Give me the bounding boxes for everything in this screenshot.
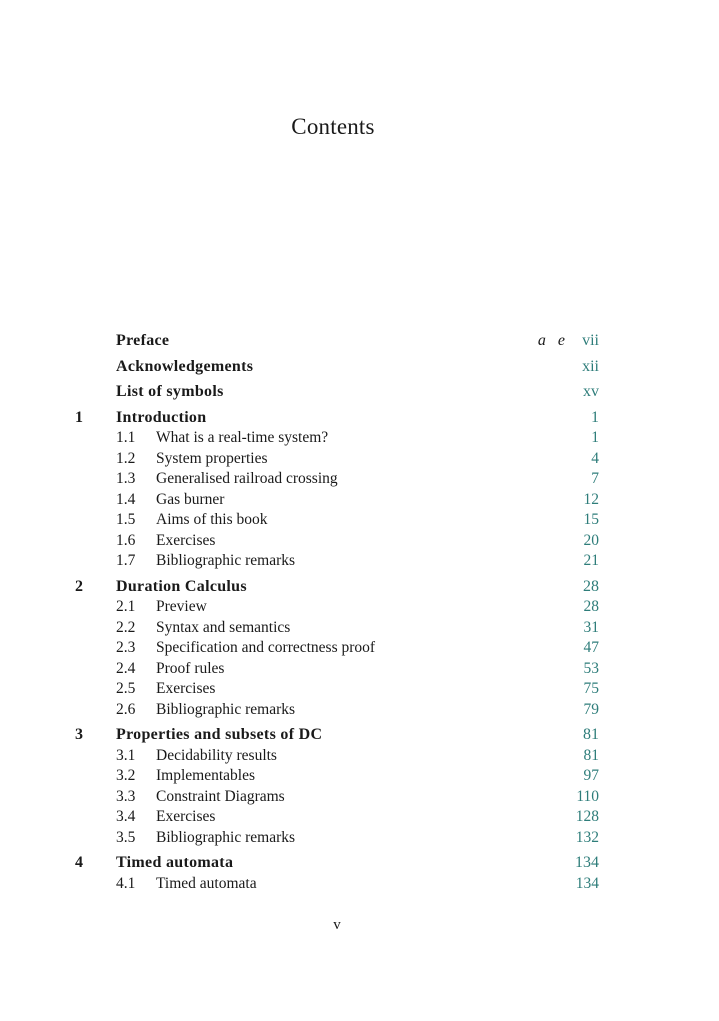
page-link[interactable]: 7 xyxy=(591,470,599,487)
page-link[interactable]: xv xyxy=(583,383,599,400)
toc-section-entry[interactable] xyxy=(75,807,599,828)
chapter-title: Duration Calculus xyxy=(116,577,247,595)
page-link[interactable]: 79 xyxy=(583,700,599,718)
page-link[interactable]: 12 xyxy=(583,490,599,508)
section-number: 1.6 xyxy=(116,531,136,549)
toc-section-entry[interactable] xyxy=(75,787,599,808)
page-link[interactable]: 81 xyxy=(583,746,599,764)
toc-section-entry[interactable] xyxy=(75,531,599,552)
page-link[interactable]: xii xyxy=(582,357,599,375)
section-number: 4.1 xyxy=(116,874,136,892)
page-link[interactable]: 1 xyxy=(591,408,599,426)
section-number: 1.3 xyxy=(116,470,136,487)
page-link[interactable]: 15 xyxy=(583,511,599,528)
toc-chapter-entry[interactable] xyxy=(75,725,599,746)
page-link[interactable]: 53 xyxy=(583,659,599,677)
toc-section-entry[interactable] xyxy=(75,510,599,531)
table-of-contents xyxy=(75,331,599,894)
toc-chapter-entry[interactable] xyxy=(75,853,599,874)
page-link[interactable]: 128 xyxy=(575,808,599,825)
page-link[interactable]: 28 xyxy=(583,598,599,615)
section-title: Decidability results xyxy=(156,746,277,764)
section-title: Generalised railroad crossing xyxy=(156,470,338,487)
section-number: 3.5 xyxy=(116,828,136,846)
page-link[interactable]: 1 xyxy=(591,429,599,446)
section-number: 3.4 xyxy=(116,808,136,825)
section-title: Timed automata xyxy=(156,874,257,892)
page-link[interactable]: 4 xyxy=(591,449,599,467)
toc-section-entry[interactable] xyxy=(75,469,599,490)
toc-front-matter-entry[interactable] xyxy=(75,382,599,403)
page-link[interactable]: vii xyxy=(582,332,599,349)
toc-front-matter-entry[interactable] xyxy=(75,331,599,352)
toc-section-entry[interactable] xyxy=(75,638,599,659)
section-title: Implementables xyxy=(156,767,255,784)
toc-section-entry[interactable] xyxy=(75,700,599,721)
chapter-number: 1 xyxy=(75,408,84,426)
section-number: 2.3 xyxy=(116,639,136,656)
section-title: Syntax and semantics xyxy=(156,618,291,636)
section-title: Gas burner xyxy=(156,490,225,508)
section-title: Constraint Diagrams xyxy=(156,787,285,805)
section-title: Proof rules xyxy=(156,659,225,677)
page-link[interactable]: 134 xyxy=(575,874,599,892)
page-number: v xyxy=(333,917,341,933)
section-number: 2.2 xyxy=(116,618,136,636)
section-number: 2.1 xyxy=(116,598,136,615)
page-link[interactable]: 28 xyxy=(583,577,599,595)
section-title: Preview xyxy=(156,598,207,615)
section-title: Specification and correctness proof xyxy=(156,639,376,656)
section-title: System properties xyxy=(156,449,268,467)
toc-section-entry[interactable] xyxy=(75,428,599,449)
toc-chapter-entry[interactable] xyxy=(75,408,599,429)
section-title: Bibliographic remarks xyxy=(156,552,296,569)
chapter-title: Timed automata xyxy=(116,854,234,871)
toc-section-entry[interactable] xyxy=(75,679,599,700)
toc-section-entry[interactable] xyxy=(75,828,599,849)
section-title: Bibliographic remarks xyxy=(156,828,296,846)
section-number: 3.1 xyxy=(116,746,136,764)
entry-title: Acknowledgements xyxy=(116,357,254,375)
page-link[interactable]: 47 xyxy=(583,639,599,656)
page-link[interactable]: 81 xyxy=(583,726,599,743)
section-number: 1.5 xyxy=(116,511,136,528)
section-title: Exercises xyxy=(156,808,216,825)
chapter-number: 2 xyxy=(75,577,84,595)
toc-section-entry[interactable] xyxy=(75,551,599,572)
toc-section-entry[interactable] xyxy=(75,874,599,895)
section-title: Exercises xyxy=(156,680,216,697)
toc-front-matter-entry[interactable] xyxy=(75,357,599,378)
chapter-number: 3 xyxy=(75,726,84,743)
section-title: Exercises xyxy=(156,531,216,549)
chapter-title: Introduction xyxy=(116,408,207,426)
section-number: 3.2 xyxy=(116,767,136,784)
toc-section-entry[interactable] xyxy=(75,490,599,511)
section-number: 1.7 xyxy=(116,552,136,569)
chapter-title: Properties and subsets of DC xyxy=(116,726,323,743)
page-link[interactable]: 134 xyxy=(575,854,599,871)
entry-title: Preface xyxy=(116,332,170,349)
section-number: 2.4 xyxy=(116,659,136,677)
page-link[interactable]: 110 xyxy=(576,787,599,805)
toc-section-entry[interactable] xyxy=(75,618,599,639)
section-number: 1.4 xyxy=(116,490,136,508)
toc-section-entry[interactable] xyxy=(75,746,599,767)
section-number: 3.3 xyxy=(116,787,136,805)
page-link[interactable]: 75 xyxy=(583,680,599,697)
toc-chapter-entry[interactable] xyxy=(75,577,599,598)
page-title: Contents xyxy=(291,114,375,139)
chapter-number: 4 xyxy=(75,854,84,871)
toc-section-entry[interactable] xyxy=(75,597,599,618)
page-link[interactable]: 20 xyxy=(583,531,599,549)
section-title: What is a real-time system? xyxy=(156,429,329,446)
entry-title: List of symbols xyxy=(116,383,224,400)
toc-section-entry[interactable] xyxy=(75,659,599,680)
section-number: 2.6 xyxy=(116,700,136,718)
section-number: 1.1 xyxy=(116,429,136,446)
page-link[interactable]: 132 xyxy=(575,828,599,846)
section-title: Aims of this book xyxy=(156,511,268,528)
toc-section-entry[interactable] xyxy=(75,449,599,470)
section-number: 2.5 xyxy=(116,680,136,697)
page-link[interactable]: 21 xyxy=(583,552,599,569)
page-link[interactable]: 31 xyxy=(583,618,599,636)
entry-annotation: a e xyxy=(537,332,569,349)
section-number: 1.2 xyxy=(116,449,136,467)
page-link[interactable]: 97 xyxy=(583,767,599,784)
section-title: Bibliographic remarks xyxy=(156,700,296,718)
toc-section-entry[interactable] xyxy=(75,766,599,787)
